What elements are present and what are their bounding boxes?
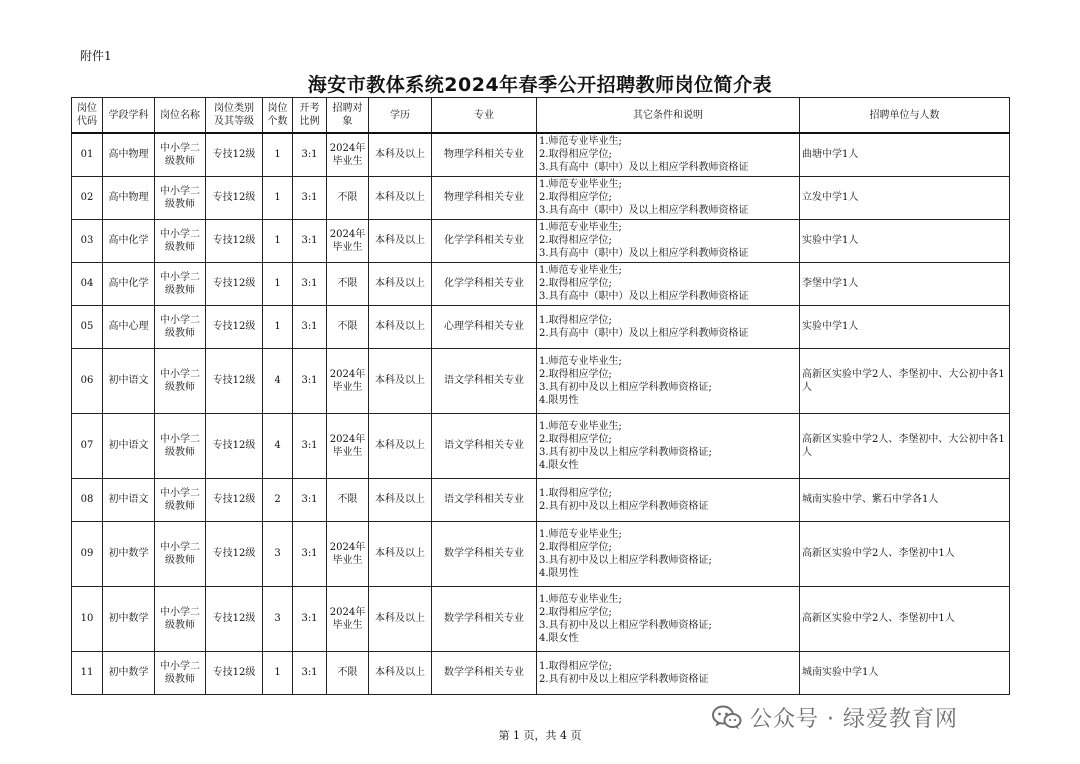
- cell-conditions: [537, 176, 800, 219]
- cell-units: 李堡中学1人: [800, 262, 1010, 305]
- cell-code: 07: [72, 413, 103, 478]
- cell-ratio: 3:1: [293, 478, 327, 521]
- cell-units: 高新区实验中学2人、李堡初中、大公初中各1人: [800, 413, 1010, 478]
- header-code: 岗位 代码: [72, 98, 103, 134]
- cell-conditions: [537, 478, 800, 521]
- table-row: [72, 413, 1010, 478]
- cell-ratio: 3:1: [293, 521, 327, 586]
- cell-education: 本科及以上: [369, 586, 432, 651]
- condition-line: 1.取得相应学位;: [539, 314, 612, 326]
- cell-ratio: 3:1: [293, 133, 327, 176]
- cell-major: 语文学科相关专业: [432, 348, 537, 413]
- cell-count: 1: [263, 133, 293, 176]
- condition-line: 1.师范专业毕业生;: [539, 136, 622, 148]
- cell-category: 专技12级: [206, 413, 263, 478]
- condition-line: 3.具有高中（职中）及以上相应学科教师资格证: [539, 205, 749, 216]
- cell-subject: 初中语文: [103, 348, 155, 413]
- cell-major: 化学学科相关专业: [432, 262, 537, 305]
- cell-subject: 高中化学: [103, 219, 155, 262]
- header-position: 岗位名称: [155, 98, 206, 134]
- cell-ratio: 3:1: [293, 348, 327, 413]
- cell-education: 本科及以上: [369, 478, 432, 521]
- header-ratio: 开考 比例: [293, 98, 327, 134]
- cell-target: 不限: [327, 651, 369, 694]
- cell-position: 中小学二级教师: [155, 176, 206, 219]
- cell-category: 专技12级: [206, 176, 263, 219]
- condition-line: 2.取得相应学位;: [539, 149, 612, 161]
- table-header-row: [72, 98, 1010, 134]
- cell-code: 08: [72, 478, 103, 521]
- table-row: [72, 305, 1010, 348]
- cell-target: 2024年毕业生: [327, 413, 369, 478]
- header-education: 学历: [369, 98, 432, 134]
- cell-subject: 初中语文: [103, 478, 155, 521]
- cell-count: 1: [263, 651, 293, 694]
- cell-ratio: 3:1: [293, 586, 327, 651]
- cell-code: 05: [72, 305, 103, 348]
- cell-conditions: [537, 651, 800, 694]
- cell-units: 高新区实验中学2人、李堡初中1人: [800, 521, 1010, 586]
- cell-conditions: [537, 521, 800, 586]
- cell-target: 2024年毕业生: [327, 586, 369, 651]
- cell-education: 本科及以上: [369, 133, 432, 176]
- cell-major: 数学学科相关专业: [432, 521, 537, 586]
- cell-position: 中小学二级教师: [155, 651, 206, 694]
- cell-subject: 高中化学: [103, 262, 155, 305]
- condition-line: 2.取得相应学位;: [539, 278, 612, 289]
- cell-position: 中小学二级教师: [155, 219, 206, 262]
- cell-count: 4: [263, 348, 293, 413]
- cell-education: 本科及以上: [369, 219, 432, 262]
- cell-target: 不限: [327, 176, 369, 219]
- cell-conditions: [537, 348, 800, 413]
- header-category: 岗位类别 及其等级: [206, 98, 263, 134]
- condition-line: 2.取得相应学位;: [539, 368, 612, 380]
- cell-target: 2024年毕业生: [327, 219, 369, 262]
- watermark-text: 公众号 · 绿爱教育网: [750, 707, 958, 732]
- cell-conditions: [537, 413, 800, 478]
- job-table: [71, 97, 1010, 695]
- condition-line: 2.取得相应学位;: [539, 235, 612, 246]
- cell-code: 04: [72, 262, 103, 305]
- cell-ratio: 3:1: [293, 651, 327, 694]
- cell-major: 物理学科相关专业: [432, 133, 537, 176]
- condition-line: 4.限男性: [539, 394, 579, 406]
- cell-ratio: 3:1: [293, 176, 327, 219]
- header-conditions: 其它条件和说明: [537, 98, 800, 134]
- condition-line: 1.师范专业毕业生;: [539, 179, 622, 190]
- cell-category: 专技12级: [206, 133, 263, 176]
- condition-line: 1.师范专业毕业生;: [539, 265, 622, 276]
- cell-target: 不限: [327, 478, 369, 521]
- condition-line: 1.师范专业毕业生;: [539, 528, 622, 540]
- table-row: [72, 478, 1010, 521]
- cell-education: 本科及以上: [369, 305, 432, 348]
- cell-category: 专技12级: [206, 521, 263, 586]
- cell-education: 本科及以上: [369, 651, 432, 694]
- header-count: 岗位 个数: [263, 98, 293, 134]
- condition-line: 3.具有初中及以上相应学科教师资格证;: [539, 381, 712, 393]
- cell-category: 专技12级: [206, 478, 263, 521]
- condition-line: 3.具有初中及以上相应学科教师资格证;: [539, 446, 712, 458]
- cell-position: 中小学二级教师: [155, 348, 206, 413]
- condition-line: 3.具有高中（职中）及以上相应学科教师资格证: [539, 162, 749, 174]
- cell-major: 数学学科相关专业: [432, 586, 537, 651]
- cell-count: 3: [263, 521, 293, 586]
- cell-units: 城南实验中学1人: [800, 651, 1010, 694]
- attachment-label: 附件1: [80, 49, 112, 63]
- cell-subject: 初中数学: [103, 651, 155, 694]
- cell-count: 1: [263, 219, 293, 262]
- condition-line: 4.限女性: [539, 459, 579, 471]
- cell-major: 语文学科相关专业: [432, 413, 537, 478]
- table-row: [72, 651, 1010, 694]
- cell-count: 1: [263, 262, 293, 305]
- cell-category: 专技12级: [206, 305, 263, 348]
- cell-target: 不限: [327, 262, 369, 305]
- condition-line: 3.具有初中及以上相应学科教师资格证;: [539, 619, 712, 631]
- condition-line: 1.取得相应学位;: [539, 487, 612, 499]
- condition-line: 2.取得相应学位;: [539, 541, 612, 553]
- cell-units: 城南实验中学、紫石中学各1人: [800, 478, 1010, 521]
- condition-line: 2.具有高中（职中）及以上相应学科教师资格证: [539, 327, 749, 339]
- cell-position: 中小学二级教师: [155, 478, 206, 521]
- cell-major: 语文学科相关专业: [432, 478, 537, 521]
- condition-line: 2.具有初中及以上相应学科教师资格证: [539, 673, 709, 685]
- cell-category: 专技12级: [206, 651, 263, 694]
- table-row: [72, 176, 1010, 219]
- table-row: [72, 586, 1010, 651]
- cell-code: 03: [72, 219, 103, 262]
- cell-code: 09: [72, 521, 103, 586]
- cell-subject: 初中数学: [103, 586, 155, 651]
- cell-units: 实验中学1人: [800, 219, 1010, 262]
- condition-line: 1.师范专业毕业生;: [539, 222, 622, 233]
- cell-position: 中小学二级教师: [155, 413, 206, 478]
- cell-target: 2024年毕业生: [327, 348, 369, 413]
- header-subject: 学段学科: [103, 98, 155, 134]
- cell-category: 专技12级: [206, 586, 263, 651]
- condition-line: 2.具有初中及以上相应学科教师资格证: [539, 500, 709, 512]
- cell-code: 11: [72, 651, 103, 694]
- cell-education: 本科及以上: [369, 521, 432, 586]
- cell-code: 01: [72, 133, 103, 176]
- cell-subject: 高中物理: [103, 176, 155, 219]
- cell-subject: 初中语文: [103, 413, 155, 478]
- table-row: [72, 521, 1010, 586]
- cell-count: 2: [263, 478, 293, 521]
- cell-major: 数学学科相关专业: [432, 651, 537, 694]
- cell-position: 中小学二级教师: [155, 586, 206, 651]
- cell-conditions: [537, 262, 800, 305]
- cell-count: 1: [263, 305, 293, 348]
- cell-count: 4: [263, 413, 293, 478]
- cell-code: 06: [72, 348, 103, 413]
- cell-units: 曲塘中学1人: [800, 133, 1010, 176]
- cell-position: 中小学二级教师: [155, 521, 206, 586]
- table-row: [72, 262, 1010, 305]
- cell-ratio: 3:1: [293, 413, 327, 478]
- cell-education: 本科及以上: [369, 413, 432, 478]
- condition-line: 3.具有高中（职中）及以上相应学科教师资格证: [539, 291, 749, 302]
- condition-line: 4.限女性: [539, 632, 579, 644]
- cell-subject: 高中心理: [103, 305, 155, 348]
- condition-line: 1.师范专业毕业生;: [539, 593, 622, 605]
- condition-line: 2.取得相应学位;: [539, 606, 612, 618]
- cell-subject: 初中数学: [103, 521, 155, 586]
- condition-line: 4.限男性: [539, 567, 579, 579]
- cell-category: 专技12级: [206, 348, 263, 413]
- cell-units: 立发中学1人: [800, 176, 1010, 219]
- condition-line: 3.具有初中及以上相应学科教师资格证;: [539, 554, 712, 566]
- cell-conditions: [537, 133, 800, 176]
- cell-ratio: 3:1: [293, 262, 327, 305]
- header-target: 招聘对 象: [327, 98, 369, 134]
- condition-line: 1.师范专业毕业生;: [539, 420, 622, 432]
- cell-major: 心理学科相关专业: [432, 305, 537, 348]
- cell-count: 3: [263, 586, 293, 651]
- cell-category: 专技12级: [206, 262, 263, 305]
- cell-target: 2024年毕业生: [327, 521, 369, 586]
- condition-line: 2.取得相应学位;: [539, 192, 612, 203]
- cell-education: 本科及以上: [369, 262, 432, 305]
- cell-ratio: 3:1: [293, 219, 327, 262]
- cell-count: 1: [263, 176, 293, 219]
- cell-major: 物理学科相关专业: [432, 176, 537, 219]
- cell-code: 02: [72, 176, 103, 219]
- cell-units: 实验中学1人: [800, 305, 1010, 348]
- cell-conditions: [537, 586, 800, 651]
- cell-position: 中小学二级教师: [155, 262, 206, 305]
- cell-target: 2024年毕业生: [327, 133, 369, 176]
- cell-target: 不限: [327, 305, 369, 348]
- cell-units: 高新区实验中学2人、李堡初中1人: [800, 586, 1010, 651]
- page-title: 海安市教体系统2024年春季公开招聘教师岗位简介表: [307, 74, 773, 96]
- cell-category: 专技12级: [206, 219, 263, 262]
- condition-line: 2.取得相应学位;: [539, 433, 612, 445]
- condition-line: 3.具有高中（职中）及以上相应学科教师资格证: [539, 248, 749, 259]
- cell-units: 高新区实验中学2人、李堡初中、大公初中各1人: [800, 348, 1010, 413]
- cell-subject: 高中物理: [103, 133, 155, 176]
- cell-education: 本科及以上: [369, 176, 432, 219]
- cell-major: 化学学科相关专业: [432, 219, 537, 262]
- cell-code: 10: [72, 586, 103, 651]
- cell-conditions: [537, 305, 800, 348]
- header-major: 专业: [432, 98, 537, 134]
- table-row: [72, 348, 1010, 413]
- cell-conditions: [537, 219, 800, 262]
- table-row: [72, 133, 1010, 176]
- header-units: 招聘单位与人数: [800, 98, 1010, 134]
- cell-ratio: 3:1: [293, 305, 327, 348]
- cell-position: 中小学二级教师: [155, 305, 206, 348]
- cell-position: 中小学二级教师: [155, 133, 206, 176]
- table-row: [72, 219, 1010, 262]
- table-body: [72, 133, 1010, 694]
- cell-education: 本科及以上: [369, 348, 432, 413]
- condition-line: 1.师范专业毕业生;: [539, 355, 622, 367]
- condition-line: 1.取得相应学位;: [539, 660, 612, 672]
- page-footer: 第 1 页，共 4 页: [498, 729, 582, 742]
